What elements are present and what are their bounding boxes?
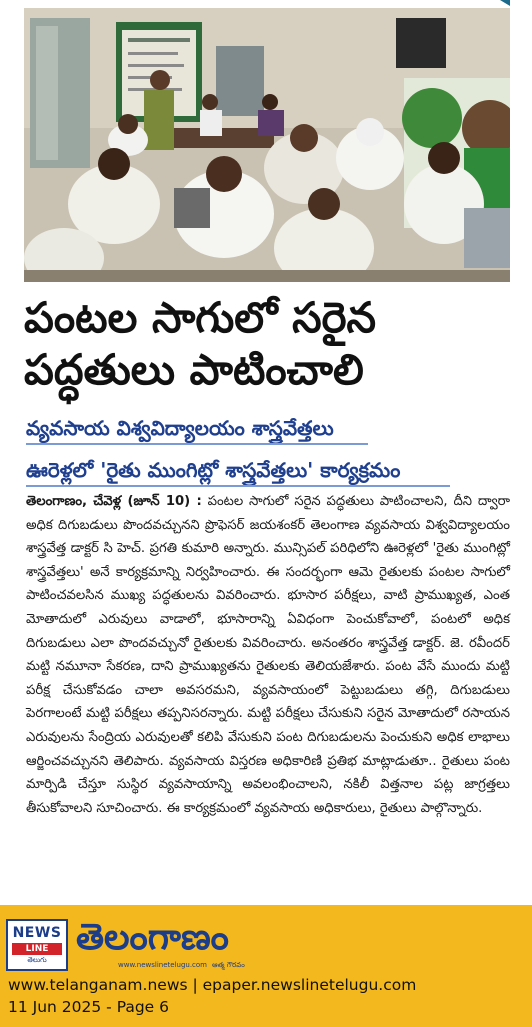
headline-line-2: పద్ధతులు పాటించాలి: [24, 345, 364, 394]
brand-site: www.newslinetelugu.com: [118, 961, 207, 969]
headline-line-1: పంటల సాగులో సరైన: [24, 293, 377, 342]
corner-arrow-icon: [500, 0, 510, 6]
article-dateline: తెలంగాణం, చేవెళ్ల (జూన్ 10) :: [26, 494, 202, 509]
logo-news-text: NEWS: [12, 925, 62, 941]
subheading-1-text: వ్యవసాయ విశ్వవిద్యాలయం శాస్త్రవేత్తలు: [26, 416, 334, 440]
logo-telugu-text: తెలుగు: [27, 956, 47, 964]
logo-line-text: LINE: [12, 943, 62, 955]
subheading-1-underline: [26, 443, 368, 445]
footer-links[interactable]: www.telanganam.news | epaper.newslinetelugu.com: [8, 976, 417, 994]
brand-name: తెలంగాణం: [76, 917, 229, 958]
subheading-2-underline: [26, 485, 450, 487]
subheading-2-text: ఊరెళ్లలో 'రైతు ముంగిట్లో శాస్త్రవేత్తలు' కార్యక్రమం: [26, 458, 401, 482]
article-body: [26, 490, 510, 820]
subheading-1: [26, 414, 506, 442]
epaper-footer: [0, 905, 532, 1027]
newsline-logo: [6, 919, 68, 971]
article-headline: [24, 292, 514, 396]
subheading-2: [26, 456, 506, 484]
footer-date-page: 11 Jun 2025 - Page 6: [8, 998, 170, 1016]
article-photo: [24, 8, 510, 282]
brand-tagline: ఆత్మ గౌరవం: [212, 961, 245, 969]
article-body-text: పంటల సాగులో సరైన పద్ధతులు పాటించాలని, దీని ద్వారా అధిక దిగుబడులు పొందవచ్చునని ప్రొఫెసర్ జయశంకర్ తెలంగాణ వ్యవసాయ విశ్వవిద్యాలయం శాస్త్రవేత్త డాక్టర్ సి హెచ్. ప్రగతి కుమారి అన్నారు. మున్సిపల్ పరిధిలోని ఊరెళ్లలో 'రైతు ముంగిట్లో శాస్త్రవేత్తలు' అనే కార్యక్రమాన్ని నిర్వహించారు. ఈ సందర్భంగా ఆమె రైతులకు పంటల సాగులో పాటించవలసిన ముఖ్య పద్ధతులను వివరించారు. భూసార పరీక్షలు, వాటి ప్రాముఖ్యత, ఎంత మోతాదులో ఎరువులు వాడాలో, భూసారాన్ని ఏవిధంగా పెంచుకోవాలో, పంటలో అధిక దిగుబడులు ఎలా పొందవచ్చునో రైతులకు వివరించారు. అనంతరం శాస్త్రవేత్త డాక్టర్. జె. రవీందర్ మట్టి నమూనా సేకరణ, దాని ప్రాముఖ్యతను రైతులకు తెలియజేశారు. పంట వేసే ముందు మట్టి పరీక్ష చేసుకోవడం చాలా అవసరమని, వ్యవసాయంలో పెట్టుబడులు తగ్గి, దిగుబడులు పెరగాలంటే మట్టి పరీక్షలు తప్పనిసరన్నారు. మట్టి పరీక్షలు చేసుకుని సరైన మోతాదులో రసాయన ఎరువులను సేంద్రియ ఎరువులతో కలిపి వేసుకుని పంట దిగుబడులను పెంచుకుని అధిక లాభాలు ఆర్జించవచ్చునని తెలిపారు. వ్యవసాయ విస్తరణ అధికారిణి ప్రతిభ మాట్లాడుతూ.. రైతులు పంట మార్పిడి చేస్తూ సుస్థిర వ్యవసాయాన్ని అవలంభించాలని, నకిలీ విత్తనాల పట్ల జాగ్రత్తలు తీసుకోవాలని సూచించారు. ఈ కార్యక్రమంలో వ్యవసాయ అధికారులు, రైతులు పాల్గొన్నారు.: [26, 494, 510, 816]
